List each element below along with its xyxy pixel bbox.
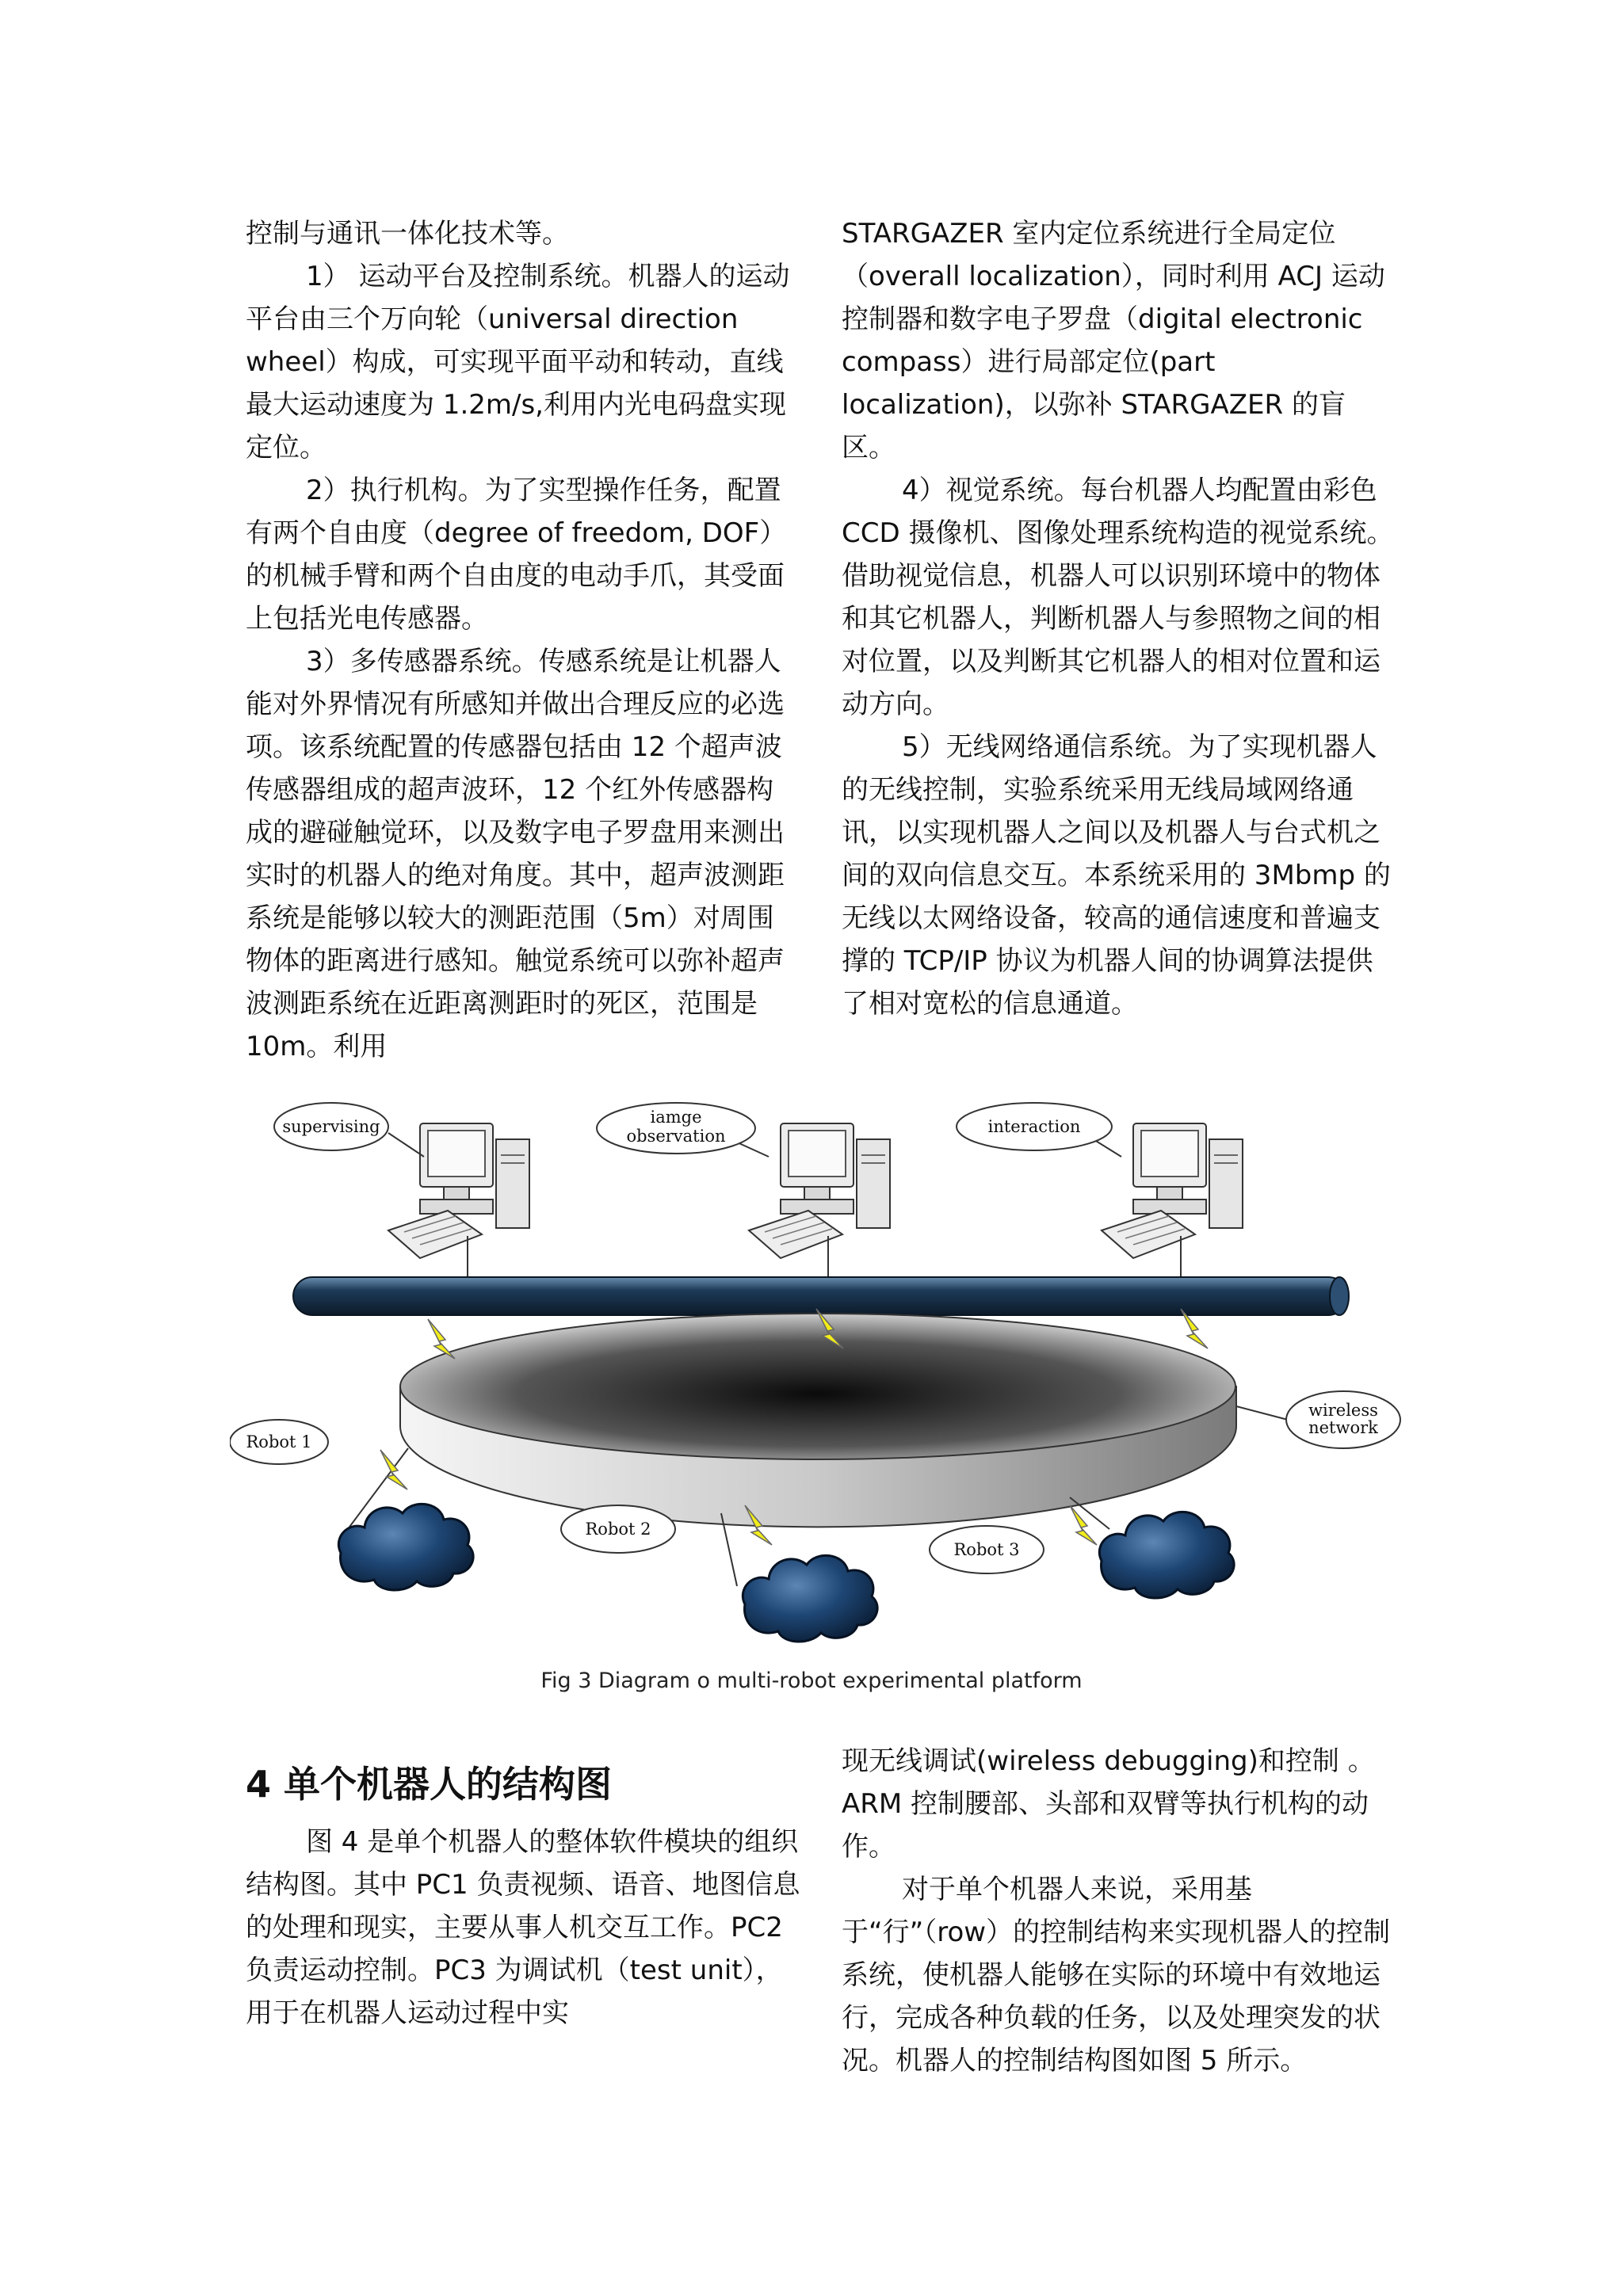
left-column-bottom (246, 1760, 800, 2035)
wireless-network-label-line2: network (1308, 1418, 1378, 1437)
computer-icon (749, 1123, 890, 1258)
computer-icon (1102, 1123, 1243, 1258)
wireless-network-disc (400, 1314, 1235, 1459)
interaction-label: interaction (987, 1117, 1081, 1136)
network-backbone-pipe (293, 1277, 1347, 1315)
image-observation-label-line2: observation (626, 1127, 726, 1146)
paragraph: 现无线调试(wireless debugging)和控制 。ARM 控制腰部、头部和双臂等执行机构的动作。 (842, 1745, 1375, 1863)
paragraph: 控制与通讯一体化技术等。 (246, 218, 569, 250)
paragraph: 5）无线网络通信系统。为了实现机器人的无线控制，实验系统采用无线局域网络通讯，以实现机器人之间以及机器人与台式机之间的双向信息交互。本系统采用的 3Mbmp 的无线以太网络设备，较高的通信速度和普遍支撑的 TCP/IP 协议为机器人间的协调算法提供了相对宽松的信息通道。 (842, 731, 1391, 1020)
paragraph: 图 4 是单个机器人的整体软件模块的组织结构图。其中 PC1 负责视频、语音、地图信息的处理和现实，主要从事人机交互工作。PC2 负责运动控制。PC3 为调试机（test unit），用于在机器人运动过程中实 (246, 1826, 800, 2029)
robot-3-label: Robot 3 (953, 1540, 1020, 1559)
wireless-network-label-line1: wireless (1308, 1401, 1378, 1420)
paragraph: 对于单个机器人来说，采用基于“行”（row）的控制结构来实现机器人的控制系统，使机器人能够在实际的环境中有效地运行，完成各种负载的任务，以及处理突发的状况。机器人的控制结构图如图 5 所示。 (842, 1874, 1391, 2077)
paragraph: 3）多传感器系统。传感系统是让机器人能对外界情况有所感知并做出合理反应的必选项。该系统配置的传感器包括由 12 个超声波传感器组成的超声波环，12 个红外传感器构成的避碰触觉环，以及数字电子罗盘用来测出实时的机器人的绝对角度。其中，超声波测距系统是能够以较大的测距范围（5m）对周围物体的距离进行感知。触觉系统可以弥补超声波测距系统在近距离测距时的死区，范围是 10m。利用 (246, 646, 785, 1062)
right-column-top (842, 212, 1396, 1025)
paragraph: 4）视觉系统。每台机器人均配置由彩色 CCD 摄像机、图像处理系统构造的视觉系统。借助视觉信息，机器人可以识别环境中的物体和其它机器人，判断机器人与参照物之间的相对位置，以及判断其它机器人的相对位置和运动方向。 (842, 475, 1394, 720)
wireless-bolt-icon (1070, 1505, 1097, 1545)
section-heading: 4 单个机器人的结构图 (246, 1763, 613, 1806)
supervising-label: supervising (282, 1117, 380, 1136)
right-column-bottom (842, 1740, 1396, 2082)
paragraph: 1） 运动平台及控制系统。机器人的运动平台由三个万向轮（universal direction wheel）构成，可实现平面平动和转动，直线最大运动速度为 1.2m/s,利用内光电码盘实现定位。 (246, 261, 790, 463)
paragraph: STARGAZER 室内定位系统进行全局定位（overall localization），同时利用 ACJ 运动控制器和数字电子罗盘（digital electronic compass）进行局部定位(part localization)，以弥补 STARGAZER 的盲区。 (842, 218, 1385, 463)
robot-2-cloud-icon (743, 1555, 877, 1642)
image-observation-label-line1: iamge (650, 1108, 702, 1127)
paragraph: 2）执行机构。为了实型操作任务，配置有两个自由度（degree of freedom, DOF）的机械手臂和两个自由度的电动手爪，其受面上包括光电传感器。 (246, 475, 787, 635)
figure-caption: Fig 3 Diagram o multi-robot experimental platform (540, 1669, 1083, 1693)
left-column-bottom-body (246, 1821, 800, 2035)
robot-3-cloud-icon (1099, 1512, 1234, 1598)
robot-2-label: Robot 2 (585, 1520, 651, 1539)
multi-robot-platform-diagram (230, 1101, 1458, 1656)
computer-icon (388, 1123, 529, 1258)
robot-1-label: Robot 1 (246, 1432, 312, 1451)
robot-1-cloud-icon (338, 1504, 473, 1590)
left-column-top (246, 212, 800, 1068)
